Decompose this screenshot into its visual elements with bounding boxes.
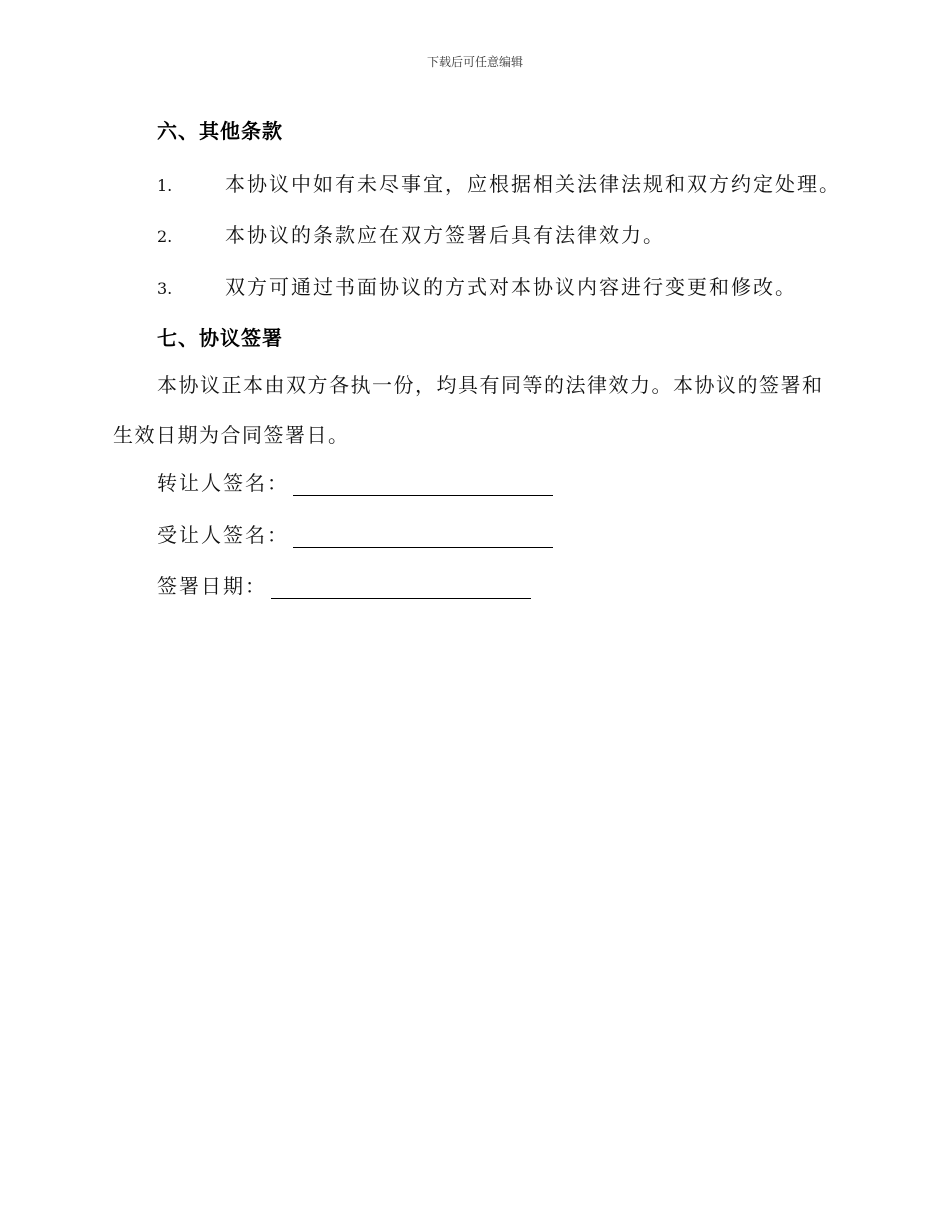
signing-date-blank[interactable] bbox=[271, 576, 531, 599]
clause-item bbox=[157, 168, 841, 197]
section-7-heading: 七、协议签署 bbox=[157, 326, 283, 350]
clause-text: 双方可通过书面协议的方式对本协议内容进行变更和修改。 bbox=[225, 275, 797, 299]
clause-number: 1. bbox=[157, 176, 173, 195]
section-6-heading: 六、其他条款 bbox=[157, 119, 283, 143]
transferor-signature-line bbox=[157, 467, 553, 496]
transferee-signature-blank[interactable] bbox=[293, 525, 553, 548]
transferee-signature-line bbox=[157, 519, 553, 548]
transferor-signature-blank[interactable] bbox=[293, 473, 553, 496]
clause-text: 本协议的条款应在双方签署后具有法律效力。 bbox=[225, 223, 665, 247]
clause-item bbox=[157, 219, 665, 248]
signing-date-line bbox=[157, 570, 531, 599]
signing-date-label: 签署日期： bbox=[157, 574, 267, 598]
transferee-signature-label: 受让人签名： bbox=[157, 523, 289, 547]
transferor-signature-label: 转让人签名： bbox=[157, 471, 289, 495]
clause-text: 本协议中如有未尽事宜，应根据相关法律法规和双方约定处理。 bbox=[225, 172, 841, 196]
clause-number: 2. bbox=[157, 227, 173, 246]
signing-paragraph: 本协议正本由双方各执一份，均具有同等的法律效力。本协议的签署和生效日期为合同签署日。 bbox=[113, 373, 824, 447]
clause-item bbox=[157, 271, 797, 300]
clause-number: 3. bbox=[157, 279, 173, 298]
page-header: 下载后可任意编辑 bbox=[426, 55, 523, 69]
